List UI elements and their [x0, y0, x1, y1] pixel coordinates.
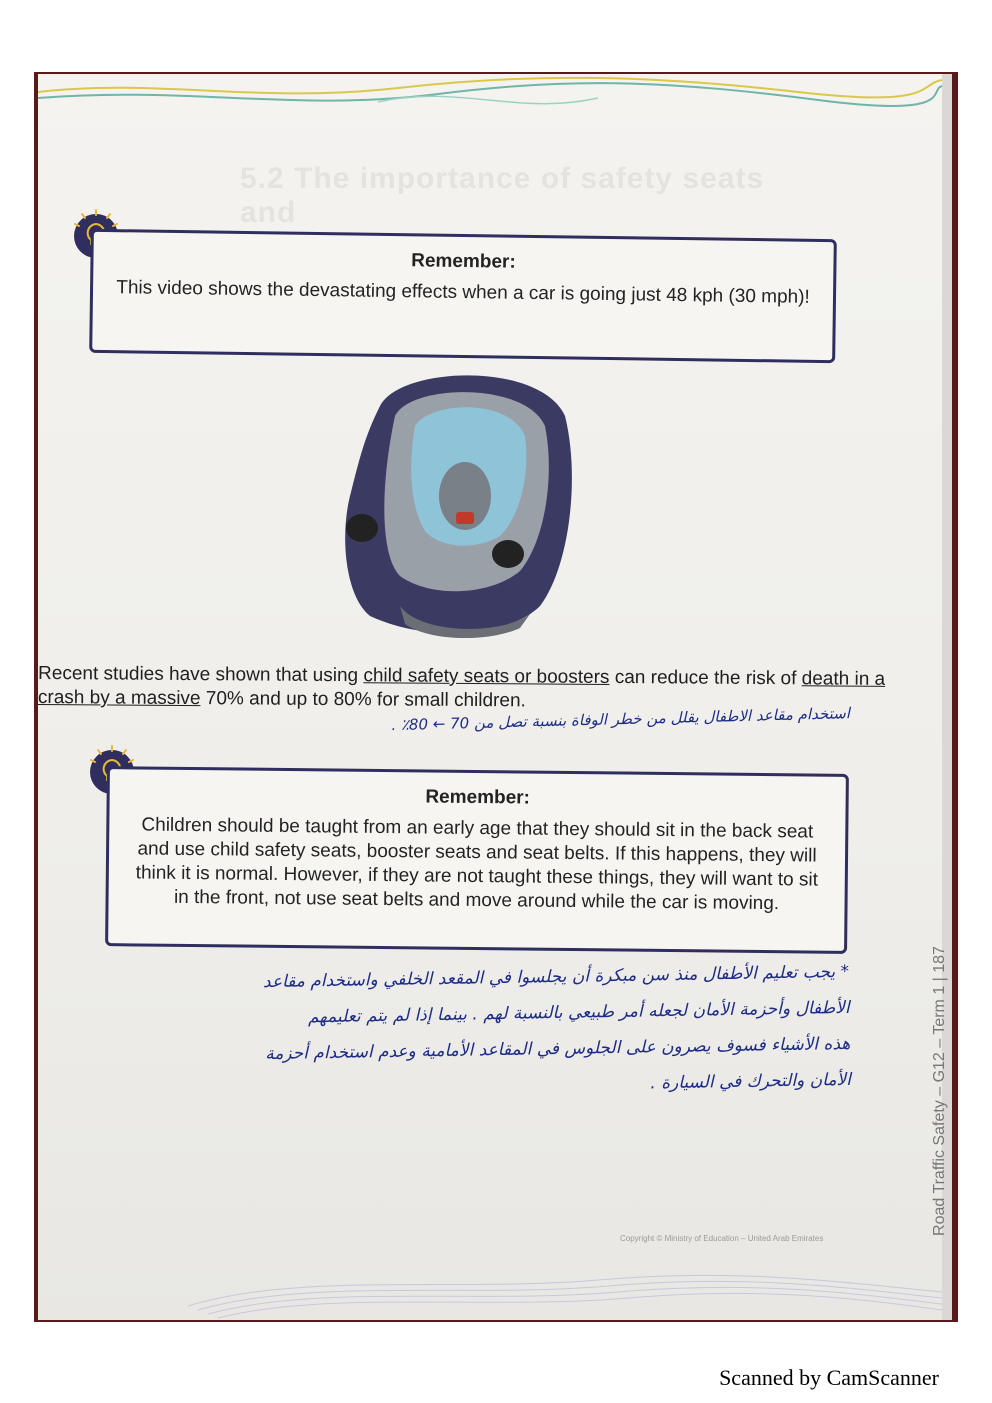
body-part-1: Recent studies have shown that using: [38, 662, 364, 687]
handwritten-note-1: استخدام مقاعد الاطفال يقلل من خطر الوفاة بنسبة تصل من 70 ← 80٪ .: [391, 704, 851, 735]
remember-box-2: [105, 766, 849, 954]
scanner-footer: Scanned by CamScanner: [719, 1365, 939, 1390]
bottom-decorative-wave: [38, 1262, 942, 1320]
remember-title-1: Remember:: [411, 250, 516, 273]
handwritten-line-1: * يجب تعليم الأطفال منذ سن مبكرة أن يجلسوا في المقعد الخلفي واستخدام مقاعد: [262, 961, 850, 993]
copyright-note: Copyright © Ministry of Education – United Arab Emirates: [620, 1234, 824, 1243]
side-page-label: Road Traffic Safety – G12 – Term 1 | 187: [931, 946, 948, 1236]
body-underline-1: child safety seats or boosters: [363, 665, 610, 688]
remember-box-1: [89, 229, 837, 363]
faded-heading: 5.2 The importance of safety seats and: [240, 162, 765, 229]
top-decorative-wave: [38, 74, 942, 134]
child-car-seat-photo: [340, 366, 580, 644]
handwritten-line-4: الأمان والتحرك في السيارة .: [650, 1069, 852, 1094]
body-underline-2: death in a crash by a massive: [37, 668, 886, 710]
body-part-2: can reduce the risk of: [609, 666, 802, 690]
handwritten-line-2: الأطفال وأحزمة الأمان لجعله أمر طبيعي بالنسبة لهم . بينما إذا لم يتم تعليمهم: [307, 997, 850, 1028]
remember-text-1: This video shows the devastating effects when a car is going just 48 kph (30 mph)!: [116, 277, 810, 308]
handwritten-note-2: [149, 954, 851, 1110]
remember-text-2: Children should be taught from an early age that they should sit in the back seat and use child safety seats, booster seats and seat belts. If this happens, they will think it is normal. However, if they are not taught these things, they will want to sit in the front, not use seat belts and move around while the car is moving.: [135, 814, 819, 915]
handwritten-line-3: هذه الأشياء فسوف يصرون على الجلوس في المقاعد الأمامية وعدم استخدام أحزمة: [264, 1033, 851, 1065]
remember-title-2: Remember:: [425, 786, 531, 809]
body-part-3: 70% and up to 80% for small children.: [200, 688, 526, 712]
